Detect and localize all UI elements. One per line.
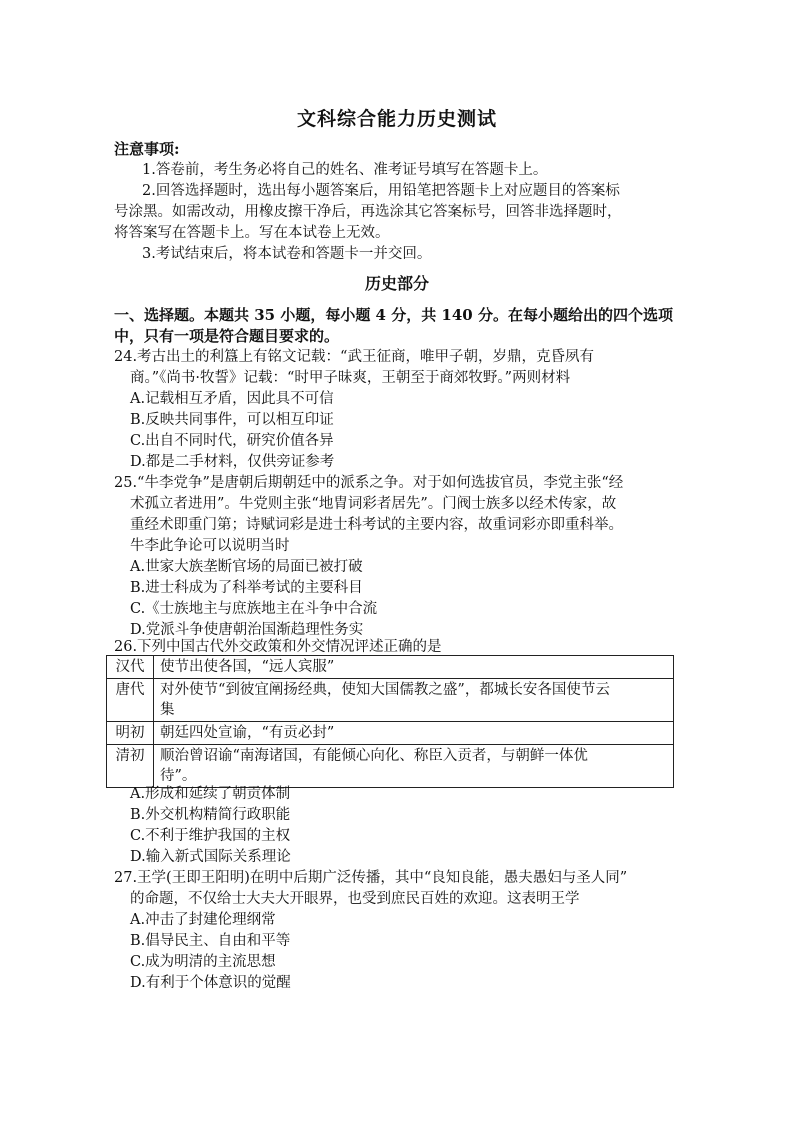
question-stem: 牛李此争论可以说明当时 (130, 538, 290, 554)
table-cell-era: 唐代 (107, 679, 154, 722)
cell-line: 顺治曾诏谕“南海诸国，有能倾心向化、称臣入贡者，与朝鲜一体优 (160, 748, 588, 764)
table-row (107, 656, 674, 679)
table-cell-era: 清初 (107, 745, 154, 788)
diplomacy-table (106, 655, 674, 788)
answer-option: D.有利于个体意识的觉醒 (130, 975, 291, 991)
answer-option: D.党派斗争使唐朝治国渐趋理性务实 (130, 622, 364, 638)
cell-line: 朝廷四处宣谕，“有贡必封” (160, 725, 335, 741)
question-stem: 术孤立者进用”。牛党则主张“地胄词彩者居先”。门阀士族多以经术传家，故 (130, 496, 617, 512)
answer-option: B.外交机构精简行政职能 (130, 807, 291, 823)
answer-option: B.进士科成为了科举考试的主要科目 (130, 580, 363, 596)
answer-option: C.不利于维护我国的主权 (130, 828, 291, 844)
answer-option: A.形成和延续了朝贡体制 (130, 786, 291, 802)
notice-line: 3.考试结束后，将本试卷和答题卡一并交回。 (142, 246, 432, 262)
notice-heading: 注意事项: (114, 140, 180, 158)
cell-line: 集 (160, 702, 175, 718)
notice-line: 号涂黑。如需改动，用橡皮擦干净后，再选涂其它答案标号，回答非选择题时， (114, 204, 622, 220)
answer-option: C.《士族地主与庶族地主在斗争中合流 (130, 601, 378, 617)
cell-line: 使节出使各国，“远人宾服” (160, 659, 335, 675)
question-stem: 27.王学(王即王阳明)在明中后期广泛传播，其中“良知良能，愚夫愚妇与圣人同” (114, 870, 628, 886)
table-row (107, 745, 674, 788)
table-row (107, 722, 674, 745)
answer-option: D.都是二手材料，仅供旁证参考 (130, 454, 335, 470)
part-header: 一、选择题。本题共 35 小题，每小题 4 分，共 140 分。在每小题给出的四个选项 (114, 306, 673, 324)
question-stem: 26.下列中国古代外交政策和外交情况评述正确的是 (114, 639, 442, 655)
exam-title: 文科综合能力历史测试 (296, 108, 497, 130)
answer-option: C.出自不同时代，研究价值各异 (130, 433, 334, 449)
cell-line: 对外使节“到彼宜阐扬经典，使知大国儒教之盛”，都城长安各国使节云 (160, 682, 610, 698)
answer-option: A.冲击了封建伦理纲常 (130, 912, 276, 928)
question-stem: 重经术即重门第；诗赋词彩是进士科考试的主要内容，故重词彩亦即重科举。 (130, 517, 623, 533)
question-stem: 的命题，不仅给士大夫大开眼界，也受到庶民百姓的欢迎。这表明王学 (130, 891, 580, 907)
question-stem: 25.“牛李党争”是唐朝后期朝廷中的派系之争。对于如何选拔官员，李党主张“经 (114, 475, 624, 491)
table-cell-text (154, 679, 674, 722)
cell-line: 待”。 (160, 768, 197, 784)
answer-option: A.世家大族垄断官场的局面已被打破 (130, 559, 363, 575)
answer-option: C.成为明清的主流思想 (130, 954, 276, 970)
table-cell-text (154, 745, 674, 788)
part-header: 中，只有一项是符合题目要求的。 (114, 327, 340, 345)
table-cell-era: 汉代 (107, 656, 154, 679)
table-cell-text (154, 722, 674, 745)
question-stem: 商。”《尚书·牧誓》记载：“时甲子昧爽，王朝至于商郊牧野。”两则材料 (130, 370, 571, 386)
answer-option: A.记载相互矛盾，因此具不可信 (130, 391, 334, 407)
notice-line: 1.答卷前，考生务必将自己的姓名、准考证号填写在答题卡上。 (142, 162, 548, 178)
table-cell-era: 明初 (107, 722, 154, 745)
notice-line: 2.回答选择题时，选出每小题答案后，用铅笔把答题卡上对应题目的答案标 (142, 183, 620, 199)
answer-option: D.输入新式国际关系理论 (130, 849, 291, 865)
table-row (107, 679, 674, 722)
section-title: 历史部分 (364, 274, 429, 293)
answer-option: B.反映共同事件，可以相互印证 (130, 412, 334, 428)
question-stem: 24.考古出土的利簋上有铭文记载：“武王征商，唯甲子朝，岁鼎，克昏夙有 (114, 349, 594, 365)
answer-option: B.倡导民主、自由和平等 (130, 933, 291, 949)
table-cell-text (154, 656, 674, 679)
notice-line: 将答案写在答题卡上。写在本试卷上无效。 (114, 225, 390, 241)
